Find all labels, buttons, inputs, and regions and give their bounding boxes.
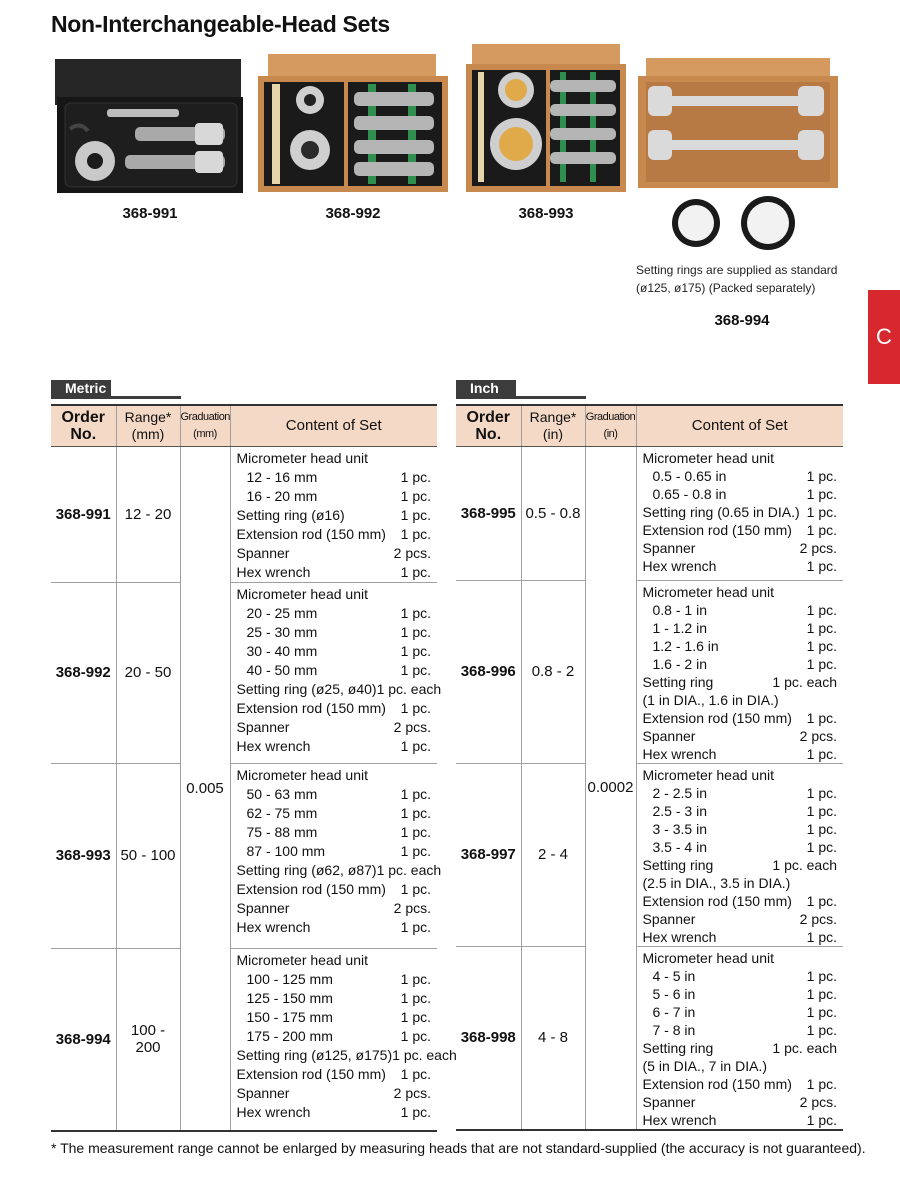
content-item — [643, 874, 838, 892]
inch-section-label: Inch — [456, 380, 586, 396]
content-item-qty: 1 pc. — [400, 989, 431, 1006]
content-item — [237, 468, 432, 487]
content-item-qty: 1 pc. — [400, 1103, 431, 1120]
content-item — [643, 583, 838, 601]
content-item — [237, 989, 432, 1008]
order-number: 368-994 — [51, 948, 116, 1131]
range-value: 50 - 100 — [116, 763, 180, 948]
content-item-qty: 1 pc. — [806, 709, 837, 726]
page-title: Non-Interchangeable-Head Sets — [51, 11, 390, 37]
content-item — [643, 655, 838, 673]
content-item-qty: 1 pc. — [806, 557, 837, 574]
content-item-label: 3 - 3.5 in — [652, 820, 707, 837]
content-item-label: 25 - 30 mm — [246, 623, 318, 640]
content-item-qty: 1 pc. — [400, 563, 431, 580]
content-item-label: 1.6 - 2 in — [652, 655, 707, 672]
content-item-label: Extension rod (150 mm) — [236, 1065, 386, 1082]
content-item — [237, 804, 432, 823]
product-photo-368-994 — [638, 58, 838, 190]
content-item-label: Micrometer head unit — [236, 585, 369, 602]
content-item-label: (2.5 in DIA., 3.5 in DIA.) — [642, 874, 791, 891]
set-contents — [636, 580, 843, 763]
set-contents — [636, 763, 843, 946]
content-item-label: 150 - 175 mm — [246, 1008, 333, 1025]
content-item-label: 4 - 5 in — [652, 967, 696, 984]
content-item-qty: 1 pc. — [806, 745, 837, 762]
content-item — [237, 699, 432, 718]
content-item-label: 5 - 6 in — [652, 985, 696, 1002]
content-item-qty: 2 pcs. — [799, 727, 837, 744]
content-item — [643, 467, 838, 485]
content-item-qty: 2 pcs. — [799, 1093, 837, 1110]
col-header-range: Range* (in) — [521, 405, 585, 446]
content-item-label: 12 - 16 mm — [246, 468, 318, 485]
content-item-qty: 1 pc. — [806, 485, 837, 502]
content-item — [237, 842, 432, 861]
col-header-order: Order No. — [456, 405, 521, 446]
content-item-qty: 1 pc. — [400, 506, 431, 523]
content-item-qty: 1 pc. — [400, 661, 431, 678]
content-item-label: Spanner — [642, 727, 696, 744]
content-item-qty: 1 pc. — [400, 737, 431, 754]
content-item-label: Micrometer head unit — [236, 449, 369, 466]
inch-spec-table — [456, 404, 843, 1131]
content-item-qty: 1 pc. — [400, 880, 431, 897]
content-item-label: Spanner — [236, 1084, 290, 1101]
content-item-qty: 1 pc. — [400, 970, 431, 987]
col-header-order: Order No. — [51, 405, 116, 446]
content-item-qty: 1 pc. — [400, 525, 431, 542]
content-item-qty: 1 pc. — [400, 623, 431, 640]
content-item-qty: 1 pc. each — [772, 1039, 837, 1056]
content-item — [643, 949, 838, 967]
content-item-label: Extension rod (150 mm) — [642, 1075, 792, 1092]
content-item-label: Extension rod (150 mm) — [236, 699, 386, 716]
content-item-label: Micrometer head unit — [642, 949, 775, 966]
set-contents — [636, 446, 843, 580]
table-row — [456, 446, 843, 580]
content-item-qty: 1 pc. — [806, 521, 837, 538]
table-row — [51, 763, 437, 948]
content-item — [643, 449, 838, 467]
content-item — [643, 928, 838, 946]
content-item-label: 2 - 2.5 in — [652, 784, 707, 801]
content-item-label: Extension rod (150 mm) — [642, 709, 792, 726]
content-item-qty: 1 pc. — [806, 1003, 837, 1020]
content-item-qty: 2 pcs. — [393, 544, 431, 561]
content-item — [643, 727, 838, 745]
content-item-qty: 1 pc. — [806, 467, 837, 484]
content-item — [643, 1057, 838, 1075]
content-item-label: 125 - 150 mm — [246, 989, 333, 1006]
table-row — [51, 582, 437, 763]
content-item — [237, 1084, 432, 1103]
setting-rings-note: Setting rings are supplied as standard (ø125, ø175) (Packed separately) — [636, 263, 838, 295]
content-item — [237, 1008, 432, 1027]
content-item — [236, 861, 442, 880]
metric-section-label: Metric — [51, 380, 181, 396]
content-item — [643, 784, 838, 802]
col-header-range: Range* (mm) — [116, 405, 180, 446]
content-item-label: Hex wrench — [642, 557, 717, 574]
set-contents — [636, 946, 843, 1130]
content-item-label: Extension rod (150 mm) — [642, 892, 792, 909]
content-item-label: 30 - 40 mm — [246, 642, 318, 659]
footnote: * The measurement range cannot be enlarged by measuring heads that are not standard-supplied (the accuracy is not guaranteed). — [51, 1140, 866, 1156]
set-contents — [230, 948, 457, 1131]
range-value: 4 - 8 — [521, 946, 585, 1130]
content-item-label: 16 - 20 mm — [246, 487, 318, 504]
content-item-qty: 1 pc. — [806, 802, 837, 819]
content-item — [643, 910, 838, 928]
graduation-value: 0.005 — [180, 446, 230, 1131]
content-item-label: Extension rod (150 mm) — [236, 525, 386, 542]
content-item-label: Setting ring (ø25, ø40) — [236, 680, 377, 697]
content-item-label: Spanner — [236, 718, 290, 735]
photo-caption: 368-993 — [518, 205, 574, 222]
content-item — [643, 691, 838, 709]
content-item — [643, 709, 838, 727]
content-item-label: Hex wrench — [236, 737, 311, 754]
content-item-qty: 1 pc. — [806, 655, 837, 672]
order-number: 368-995 — [460, 504, 516, 522]
content-item — [237, 918, 432, 937]
content-item-qty: 2 pcs. — [393, 1084, 431, 1101]
content-item — [643, 539, 838, 557]
content-item-label: 1.2 - 1.6 in — [652, 637, 719, 654]
range-value: 0.8 - 2 — [521, 580, 585, 763]
content-item-label: Micrometer head unit — [236, 766, 369, 783]
content-item-qty: 1 pc. — [400, 468, 431, 485]
order-number: 368-993 — [51, 763, 116, 948]
content-item — [237, 544, 432, 563]
content-item-qty: 1 pc. — [806, 1111, 837, 1128]
content-item — [643, 1003, 838, 1021]
content-item-qty: 1 pc. — [400, 785, 431, 802]
content-item — [237, 449, 432, 468]
col-header-content: Content of Set — [230, 405, 437, 446]
content-item — [237, 604, 432, 623]
content-item-qty: 2 pcs. — [799, 539, 837, 556]
content-item-label: Setting ring — [642, 1039, 714, 1056]
content-item-label: 75 - 88 mm — [246, 823, 318, 840]
content-item-qty: 2 pcs. — [393, 899, 431, 916]
content-item — [643, 601, 838, 619]
content-item-label: (1 in DIA., 1.6 in DIA.) — [642, 691, 779, 708]
setting-rings-photo — [670, 196, 806, 250]
content-item — [237, 1027, 432, 1046]
content-item-label: 7 - 8 in — [652, 1021, 696, 1038]
content-item-qty: 1 pc. — [806, 784, 837, 801]
content-item-label: Setting ring — [642, 856, 714, 873]
order-number: 368-998 — [456, 946, 521, 1130]
range-value: 20 - 50 — [116, 582, 180, 763]
table-row — [51, 446, 437, 582]
content-item-label: 0.65 - 0.8 in — [652, 485, 727, 502]
content-item-qty: 1 pc. — [400, 842, 431, 859]
content-item-label: 62 - 75 mm — [246, 804, 318, 821]
content-item-label: 100 - 125 mm — [246, 970, 333, 987]
content-item-qty: 1 pc. each — [376, 861, 442, 878]
table-row — [456, 580, 843, 763]
content-item — [237, 1103, 432, 1122]
product-photo-368-991 — [55, 57, 245, 195]
range-value: 100 - 200 — [116, 948, 180, 1131]
content-item-qty: 1 pc. each — [376, 680, 442, 697]
content-item-qty: 1 pc. — [400, 1065, 431, 1082]
content-item-label: Spanner — [642, 910, 696, 927]
content-item — [643, 1093, 838, 1111]
content-item-qty: 1 pc. — [806, 637, 837, 654]
content-item-qty: 1 pc. — [806, 601, 837, 618]
range-value: 12 - 20 — [116, 446, 180, 582]
content-item-label: 20 - 25 mm — [246, 604, 318, 621]
content-item — [237, 1065, 432, 1084]
content-item — [643, 1039, 838, 1057]
content-item-label: Micrometer head unit — [642, 449, 775, 466]
content-item-label: Hex wrench — [642, 745, 717, 762]
content-item — [643, 802, 838, 820]
content-item-qty: 1 pc. — [806, 619, 837, 636]
content-item — [643, 892, 838, 910]
content-item-label: Hex wrench — [236, 918, 311, 935]
content-item-qty: 1 pc. each — [772, 673, 837, 690]
content-item-label: 1 - 1.2 in — [652, 619, 707, 636]
table-row — [456, 946, 843, 1130]
content-item — [643, 766, 838, 784]
graduation-value: 0.0002 — [585, 446, 636, 1130]
content-item — [643, 820, 838, 838]
content-item-label: Spanner — [642, 1093, 696, 1110]
content-item — [237, 563, 432, 582]
content-item — [237, 661, 432, 680]
content-item-label: Micrometer head unit — [642, 766, 775, 783]
content-item-label: 6 - 7 in — [652, 1003, 696, 1020]
content-item — [643, 967, 838, 985]
content-item-label: Setting ring — [642, 673, 714, 690]
content-item-qty: 1 pc. — [806, 928, 837, 945]
set-contents — [230, 763, 442, 948]
content-item-qty: 1 pc. — [806, 1021, 837, 1038]
content-item-qty: 1 pc. each — [772, 856, 837, 873]
content-item-qty: 1 pc. — [806, 1075, 837, 1092]
photo-caption: 368-992 — [325, 205, 381, 222]
content-item — [643, 838, 838, 856]
content-item-qty: 1 pc. — [806, 985, 837, 1002]
content-item — [643, 1111, 838, 1129]
order-number: 368-991 — [55, 505, 111, 523]
col-header-content: Content of Set — [636, 405, 843, 446]
content-item-qty: 1 pc. — [806, 503, 837, 520]
content-item — [237, 899, 432, 918]
content-item — [643, 485, 838, 503]
content-item — [237, 880, 432, 899]
content-item-label: 3.5 - 4 in — [652, 838, 707, 855]
content-item-label: Hex wrench — [236, 563, 311, 580]
content-item-label: 50 - 63 mm — [246, 785, 318, 802]
content-item-qty: 1 pc. — [400, 823, 431, 840]
metric-spec-table — [51, 404, 457, 1132]
order-number: 368-992 — [51, 582, 116, 763]
content-item-label: (5 in DIA., 7 in DIA.) — [642, 1057, 767, 1074]
content-item — [237, 823, 432, 842]
content-item-qty: 1 pc. — [400, 918, 431, 935]
range-value: 2 - 4 — [521, 763, 585, 946]
content-item-label: Setting ring (ø62, ø87) — [236, 861, 377, 878]
content-item-qty: 1 pc. — [400, 487, 431, 504]
content-item-qty: 1 pc. — [400, 1008, 431, 1025]
content-item — [237, 737, 432, 756]
content-item-label: Hex wrench — [642, 928, 717, 945]
content-item-qty: 1 pc. — [806, 892, 837, 909]
content-item — [643, 673, 838, 691]
content-item-label: Hex wrench — [642, 1111, 717, 1128]
content-item-label: Micrometer head unit — [642, 583, 775, 600]
content-item-qty: 1 pc. — [806, 820, 837, 837]
content-item — [237, 623, 432, 642]
set-contents — [230, 446, 437, 582]
content-item — [643, 521, 838, 539]
range-value: 0.5 - 0.8 — [521, 446, 585, 580]
content-item — [237, 951, 432, 970]
content-item-label: 0.5 - 0.65 in — [652, 467, 727, 484]
content-item-label: 87 - 100 mm — [246, 842, 326, 859]
content-item-label: Hex wrench — [236, 1103, 311, 1120]
content-item-qty: 1 pc. — [400, 604, 431, 621]
content-item-qty: 1 pc. each — [392, 1046, 457, 1063]
content-item — [237, 525, 432, 544]
order-number: 368-996 — [456, 580, 521, 763]
content-item — [237, 487, 432, 506]
content-item — [237, 642, 432, 661]
content-item-label: Extension rod (150 mm) — [642, 521, 792, 538]
content-item — [643, 619, 838, 637]
content-item — [643, 745, 838, 763]
content-item-qty: 2 pcs. — [799, 910, 837, 927]
content-item-label: 175 - 200 mm — [246, 1027, 333, 1044]
content-item-qty: 1 pc. — [400, 642, 431, 659]
content-item-label: Spanner — [236, 544, 290, 561]
content-item — [237, 766, 432, 785]
content-item — [643, 557, 838, 575]
table-row — [51, 948, 437, 1131]
content-item-label: 40 - 50 mm — [246, 661, 318, 678]
section-tab[interactable]: C — [868, 290, 900, 384]
content-item-qty: 1 pc. — [400, 699, 431, 716]
content-item — [643, 985, 838, 1003]
content-item-qty: 1 pc. — [400, 1027, 431, 1044]
content-item-label: Setting ring (ø16) — [236, 506, 345, 523]
content-item — [237, 718, 432, 737]
content-item-qty: 1 pc. — [806, 838, 837, 855]
content-item-label: Setting ring (ø125, ø175) — [236, 1046, 393, 1063]
content-item — [237, 785, 432, 804]
photo-caption: 368-991 — [122, 205, 178, 222]
content-item — [643, 1075, 838, 1093]
table-row — [456, 763, 843, 946]
product-photo-368-992 — [258, 54, 448, 194]
content-item-label: 0.8 - 1 in — [652, 601, 707, 618]
content-item — [237, 585, 432, 604]
content-item-label: Extension rod (150 mm) — [236, 880, 386, 897]
product-photo-368-993 — [466, 44, 626, 194]
content-item-label: Spanner — [236, 899, 290, 916]
photo-caption: 368-994 — [714, 312, 770, 329]
content-item — [237, 970, 432, 989]
content-item-qty: 1 pc. — [806, 967, 837, 984]
content-item-qty: 1 pc. — [400, 804, 431, 821]
content-item — [236, 680, 442, 699]
content-item — [643, 503, 838, 521]
set-contents — [230, 582, 442, 763]
content-item — [236, 1046, 457, 1065]
content-item-label: Setting ring (0.65 in DIA.) — [642, 503, 800, 520]
content-item-qty: 2 pcs. — [393, 718, 431, 735]
content-item-label: Micrometer head unit — [236, 951, 369, 968]
order-number: 368-997 — [456, 763, 521, 946]
col-header-graduation: Graduation (in) — [585, 405, 636, 446]
col-header-graduation: Graduation (mm) — [180, 405, 230, 446]
content-item — [643, 1021, 838, 1039]
content-item — [643, 637, 838, 655]
content-item — [643, 856, 838, 874]
content-item-label: Spanner — [642, 539, 696, 556]
content-item-label: 2.5 - 3 in — [652, 802, 707, 819]
content-item — [237, 506, 432, 525]
